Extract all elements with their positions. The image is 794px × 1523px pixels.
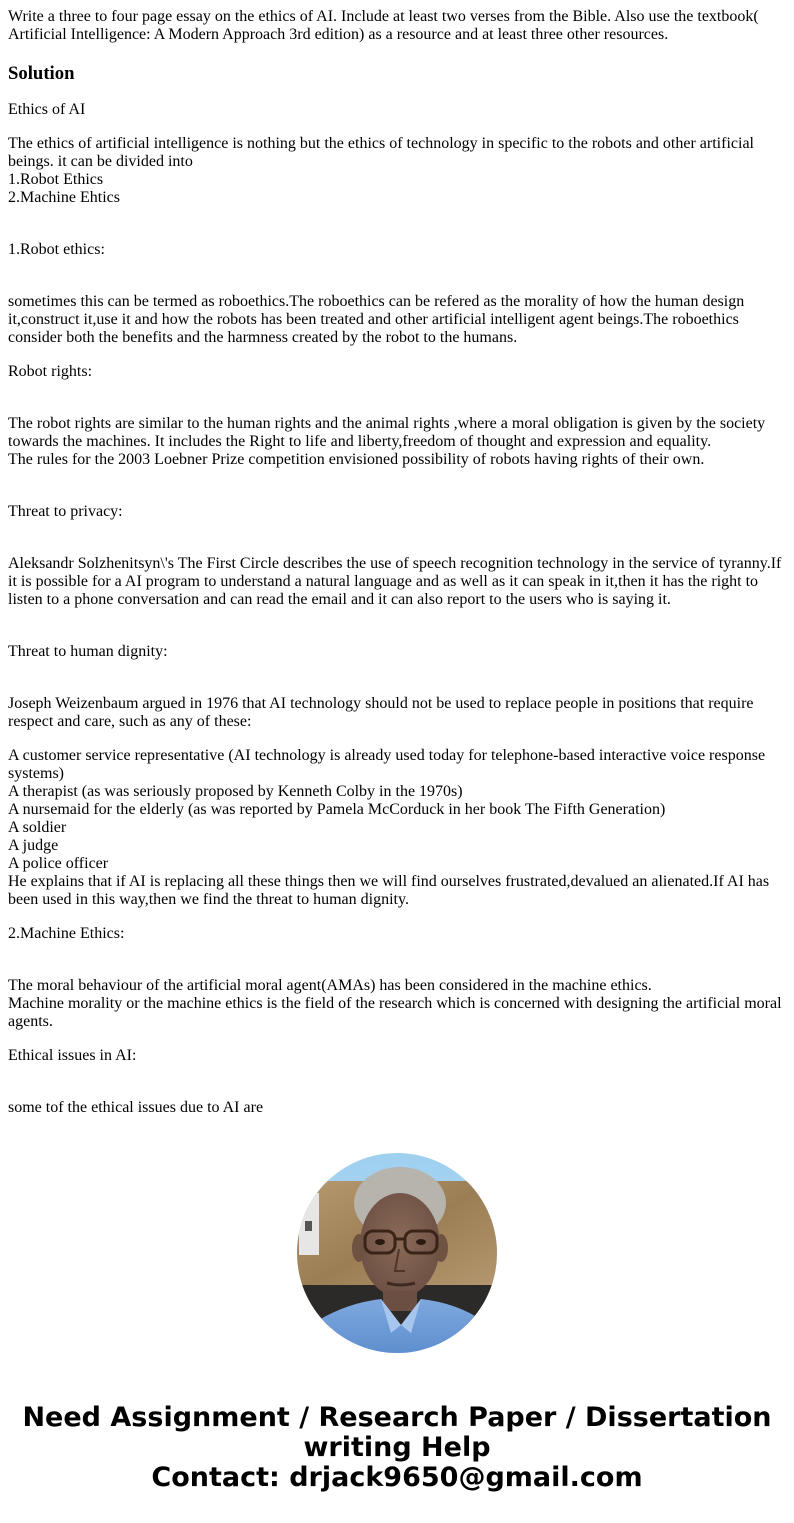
list-line: A customer service representative (AI technology is already used today for telephone-based interactive voice response [8,747,766,764]
promo-line: Need Assignment / Research Paper / Dissertation [22,1402,772,1433]
question-line: Artificial Intelligence: A Modern Approach 3rd edition) as a resource and at least three other resources. [8,26,669,43]
solution-heading: Solution [8,63,75,84]
section-heading-robot-ethics: 1.Robot ethics: [8,241,105,258]
robot-rights-paragraph [8,415,786,469]
paragraph-line: Machine morality or the machine ethics is the field of the research which is concerned with designing the artificial moral [8,995,782,1012]
person-portrait-icon [297,1153,497,1353]
threat-privacy-paragraph [8,555,786,609]
list-line: He explains that if AI is replacing all these things then we will find ourselves frustrated,devalued an alienated.If AI has [8,873,770,890]
section-heading-threat-privacy: Threat to privacy: [8,503,123,520]
avatar-image [297,1153,497,1353]
paragraph-line: listen to a phone conversation and can read the email and it can also report to the users who is saying it. [8,591,671,608]
intro-paragraph [8,135,786,207]
list-line: A soldier [8,819,67,836]
section-heading-robot-rights: Robot rights: [8,363,93,380]
list-line: A nursemaid for the elderly (as was reported by Pamela McCorduck in her book The Fifth Generation) [8,801,666,818]
promo-line: writing Help [303,1432,491,1463]
essay-title: Ethics of AI [8,101,86,118]
list-line: A judge [8,837,59,854]
paragraph-line: Aleksandr Solzhenitsyn\'s The First Circle describes the use of speech recognition technology in the service of tyranny.If [8,555,782,572]
list-line: A therapist (as was seriously proposed by Kenneth Colby in the 1970s) [8,783,463,800]
paragraph-line: Joseph Weizenbaum argued in 1976 that AI technology should not be used to replace people in positions that require [8,695,754,712]
machine-ethics-paragraph [8,977,786,1031]
intro-list-item: 2.Machine Ehtics [8,189,120,206]
question-line: Write a three to four page essay on the ethics of AI. Include at least two verses from the Bible. Also use the textbook( [8,8,759,25]
paragraph-line: The moral behaviour of the artificial moral agent(AMAs) has been considered in the machine ethics. [8,977,652,994]
paragraph-line: The robot rights are similar to the human rights and the animal rights ,where a moral obligation is given by the society [8,415,766,432]
promo-contact-line: Contact: drjack9650@gmail.com [151,1462,643,1493]
section-heading-threat-dignity: Threat to human dignity: [8,643,168,660]
threat-dignity-intro [8,695,786,731]
intro-list-item: 1.Robot Ethics [8,171,104,188]
threat-dignity-list [8,747,786,909]
paragraph-line: The ethics of artificial intelligence is nothing but the ethics of technology in specific to the robots and other artificial [8,135,754,152]
list-line: been used in this way,then we find the threat to human dignity. [8,891,409,908]
paragraph-line: agents. [8,1013,53,1030]
document-page [8,8,786,1133]
ethical-issues-paragraph [8,1099,786,1117]
paragraph-line: it is possible for a AI program to understand a natural language and as well as it can speak in it,then it has the right to [8,573,759,590]
paragraph-line: some tof the ethical issues due to AI are [8,1099,264,1116]
paragraph-line: respect and care, such as any of these: [8,713,252,730]
list-line: A police officer [8,855,109,872]
question-text [8,8,786,44]
section-heading-machine-ethics: 2.Machine Ethics: [8,925,125,942]
paragraph-line: consider both the benefits and the harmness created by the robot to the humans. [8,329,518,346]
paragraph-line: sometimes this can be termed as roboethics.The roboethics can be refered as the morality of how the human design [8,293,745,310]
paragraph-line: The rules for the 2003 Loebner Prize competition envisioned possibility of robots having rights of their own. [8,451,705,468]
paragraph-line: beings. it can be divided into [8,153,193,170]
paragraph-line: it,construct it,use it and how the robots has been treated and other artificial intelligent agent beings.The roboethics [8,311,739,328]
robot-ethics-paragraph [8,293,786,347]
section-heading-ethical-issues: Ethical issues in AI: [8,1047,137,1064]
promo-banner [0,1403,794,1493]
paragraph-line: towards the machines. It includes the Right to life and liberty,freedom of thought and expression and equality. [8,433,712,450]
list-line: systems) [8,765,64,782]
